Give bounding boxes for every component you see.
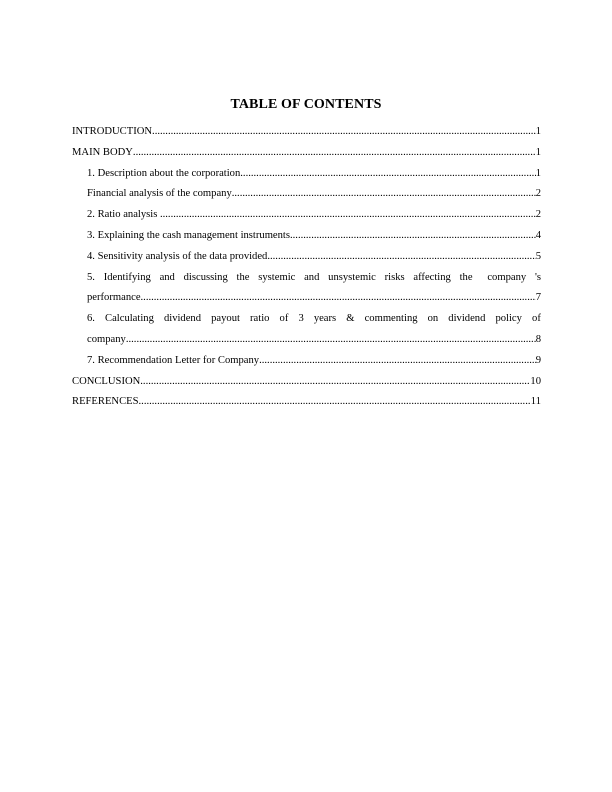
- toc-dot-leader: [232, 188, 536, 199]
- toc-entry-label: 2. Ratio analysis: [87, 209, 160, 221]
- toc-dot-leader: [267, 251, 535, 262]
- toc-dot-leader: [160, 209, 536, 220]
- toc-word: 6.: [87, 313, 95, 325]
- toc-entry-label: 4. Sensitivity analysis of the data provided: [87, 250, 268, 262]
- toc-entry-label: 3. Explaining the cash management instruments: [87, 229, 290, 241]
- toc-word: discussing: [183, 271, 228, 283]
- toc-word: years: [313, 313, 337, 325]
- toc-word: and: [159, 271, 175, 283]
- toc-dot-leader: [290, 230, 536, 241]
- toc-dot-leader: [140, 376, 530, 387]
- toc-word: of: [279, 313, 289, 325]
- toc-word: Calculating: [105, 313, 154, 325]
- toc-entry-introduction[interactable]: [72, 126, 541, 147]
- toc-entry-page: 9: [535, 354, 541, 366]
- toc-dot-leader: [259, 355, 536, 366]
- toc-entry-page: 1: [535, 167, 541, 179]
- toc-entry-label: performance: [87, 292, 141, 304]
- toc-word: policy: [495, 313, 522, 325]
- toc-word: dividend: [163, 313, 202, 325]
- toc-word: 's: [534, 271, 541, 283]
- toc-word: ratio: [250, 313, 270, 325]
- toc-entry-recommendation-letter[interactable]: [72, 355, 541, 376]
- table-of-contents: [72, 126, 541, 417]
- toc-word: &: [346, 313, 355, 325]
- toc-entry-label: MAIN BODY: [72, 146, 133, 158]
- toc-entry-label: 7. Recommendation Letter for Company: [87, 354, 260, 366]
- toc-title: TABLE OF CONTENTS: [230, 97, 382, 112]
- toc-entry-page: 1: [535, 126, 541, 137]
- toc-entry-label: INTRODUCTION: [72, 126, 153, 137]
- toc-dot-leader: [126, 334, 536, 345]
- toc-word: the: [459, 271, 473, 283]
- toc-entry-page: 11: [530, 396, 541, 408]
- toc-entry-page: 7: [535, 292, 541, 304]
- toc-word: unsystemic: [328, 271, 376, 283]
- toc-dot-leader: [240, 168, 535, 179]
- toc-entry-label: Financial analysis of the company: [87, 188, 232, 200]
- toc-word: payout: [211, 313, 240, 325]
- toc-word: affecting: [413, 271, 451, 283]
- toc-word: Identifying: [103, 271, 151, 283]
- toc-entry-page: 1: [535, 146, 541, 158]
- toc-entry-label: company: [87, 333, 126, 345]
- toc-word: and: [304, 271, 320, 283]
- toc-entry-label-line2: [87, 334, 541, 355]
- toc-entry-cash-management[interactable]: [72, 230, 541, 251]
- toc-dot-leader: [139, 396, 531, 407]
- toc-entry-label-line2: [87, 292, 541, 313]
- toc-entry-label: REFERENCES: [72, 396, 139, 408]
- toc-word: systemic: [258, 271, 296, 283]
- toc-word: 3: [298, 313, 304, 325]
- toc-entry-page: 10: [530, 375, 541, 387]
- toc-entry-conclusion[interactable]: [72, 376, 541, 397]
- toc-entry-label: CONCLUSION: [72, 375, 141, 387]
- toc-entry-label-line1: [87, 272, 541, 293]
- toc-entry-page: 2: [535, 188, 541, 200]
- toc-dot-leader: [141, 292, 536, 303]
- toc-word: commenting: [364, 313, 418, 325]
- toc-entry-page: 8: [535, 333, 541, 345]
- toc-entry-page: 2: [535, 209, 541, 221]
- toc-dot-leader: [133, 147, 536, 158]
- toc-entry-label: 1. Description about the corporation: [87, 167, 241, 179]
- toc-entry-label-line1: [87, 313, 541, 334]
- toc-word: dividend: [448, 313, 486, 325]
- toc-word: of: [532, 313, 541, 325]
- toc-entry-main-body[interactable]: [72, 147, 541, 168]
- toc-entry-page: 5: [535, 250, 541, 262]
- toc-dot-leader: [152, 126, 536, 137]
- toc-entry-references[interactable]: [72, 396, 541, 417]
- toc-word: risks: [384, 271, 405, 283]
- toc-word: on: [427, 313, 439, 325]
- toc-entry-page: 4: [535, 229, 541, 241]
- toc-entry-financial-analysis[interactable]: [72, 188, 541, 209]
- toc-word: the: [236, 271, 250, 283]
- toc-entry-dividend[interactable]: [72, 313, 541, 355]
- toc-entry-description[interactable]: [72, 168, 541, 189]
- toc-entry-ratio-analysis[interactable]: [72, 209, 541, 230]
- toc-entry-risks[interactable]: [72, 272, 541, 314]
- toc-entry-sensitivity-analysis[interactable]: [72, 251, 541, 272]
- toc-word: 5.: [87, 271, 95, 283]
- toc-word: company: [487, 271, 527, 283]
